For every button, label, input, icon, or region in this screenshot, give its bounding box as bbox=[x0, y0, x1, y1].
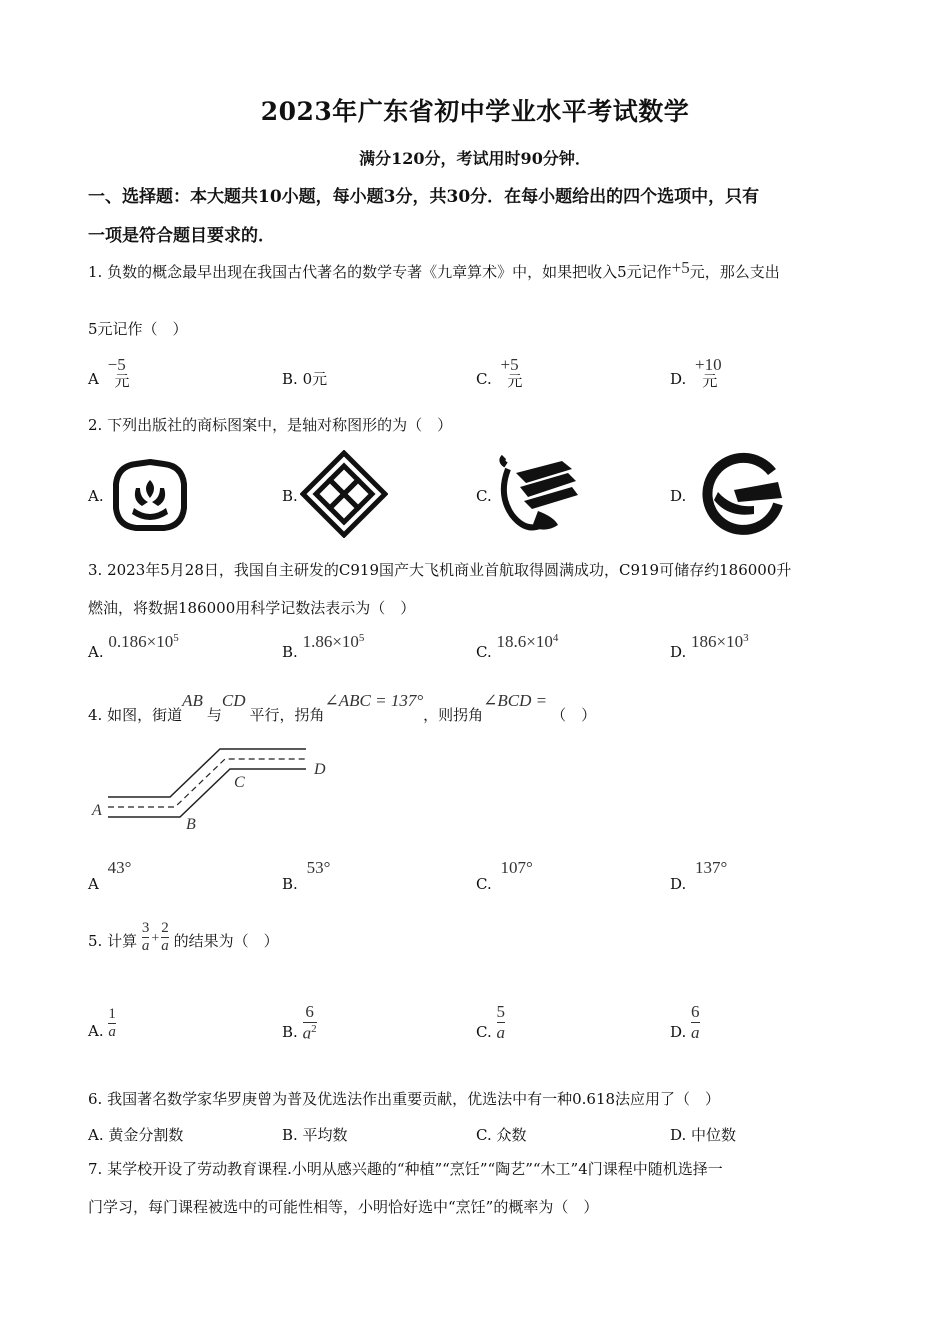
q5-suffix: 的结果为（ ） bbox=[173, 931, 279, 950]
option-unit: 元 bbox=[114, 372, 130, 390]
q6-option-d[interactable]: D. 中位数 bbox=[670, 1126, 737, 1144]
q1-option-b[interactable] bbox=[282, 368, 327, 389]
q4-prefix: 4. 如图，街道 bbox=[88, 706, 183, 724]
q2-option-c-letter[interactable]: C. bbox=[476, 487, 492, 505]
option-value: 0元 bbox=[302, 370, 328, 388]
q4-option-c[interactable] bbox=[476, 858, 533, 893]
option-letter: A. bbox=[88, 643, 104, 661]
option-letter: C. bbox=[476, 643, 492, 661]
q4-option-a[interactable] bbox=[88, 858, 132, 893]
q4-with: 与 bbox=[206, 706, 222, 724]
street-diagram bbox=[88, 745, 338, 835]
q5-fraction-2: $\frac{2}{a}$ bbox=[161, 920, 169, 954]
label-d: D bbox=[314, 761, 326, 778]
q3-option-d[interactable] bbox=[670, 632, 749, 661]
q1-option-c[interactable] bbox=[476, 354, 534, 390]
option-value: 43° bbox=[107, 858, 132, 877]
q5-plus: + bbox=[151, 930, 160, 946]
option-value: 137° bbox=[695, 858, 728, 877]
q4-then: ，则拐角 bbox=[423, 706, 484, 724]
q5-option-c[interactable] bbox=[476, 1002, 505, 1043]
q5-prefix: 5. 计算 bbox=[88, 931, 138, 950]
q2-option-a-letter[interactable]: A. bbox=[88, 487, 104, 505]
publisher-logo-a-icon bbox=[112, 458, 188, 534]
option-letter: B. bbox=[282, 875, 298, 893]
option-exponent: 5 bbox=[358, 632, 365, 644]
option-exponent: 3 bbox=[743, 632, 749, 644]
option-letter: D. bbox=[670, 1022, 687, 1041]
option-fraction: $\frac{6}{a}$ bbox=[691, 1002, 700, 1042]
option-unit: 元 bbox=[702, 372, 718, 390]
option-value: +5 bbox=[500, 355, 519, 374]
q1-text-b: 元，那么支出 bbox=[689, 263, 780, 281]
q1-text-a: 1. 负数的概念最早出现在我国古代著名的数学专著《九章算术》中，如果把收入5元记作 bbox=[88, 263, 672, 281]
option-base: 186×10 bbox=[691, 632, 744, 651]
option-letter: B. bbox=[282, 370, 298, 388]
q4-angle-abc: ∠ABC = 137° bbox=[324, 691, 424, 710]
label-b: B bbox=[186, 816, 196, 833]
q5-option-d[interactable] bbox=[670, 1002, 700, 1043]
q6-option-a[interactable]: A. 黄金分割数 bbox=[88, 1126, 184, 1144]
option-letter: A bbox=[88, 370, 99, 388]
q5-stem bbox=[88, 920, 279, 955]
q7-stem-line1: 7. 某学校开设了劳动教育课程.小明从感兴趣的“种植”“烹饪”“陶艺”“木工”4门课程中随机选择一 bbox=[88, 1160, 723, 1178]
q7-stem-line2: 门学习，每门课程被选中的可能性相等，小明恰好选中“烹饪”的概率为（ ） bbox=[88, 1198, 599, 1216]
q4-option-b[interactable] bbox=[282, 858, 331, 893]
q1-option-d[interactable] bbox=[670, 354, 737, 390]
publisher-logo-d-icon bbox=[698, 452, 786, 536]
option-letter: D. bbox=[670, 643, 687, 661]
q2-option-d-letter[interactable]: D. bbox=[670, 487, 687, 505]
option-base: 18.6×10 bbox=[496, 632, 553, 651]
option-letter: D. bbox=[670, 370, 687, 388]
q4-option-d[interactable] bbox=[670, 858, 728, 893]
q1-stem-cont: 5元记作（ ） bbox=[88, 320, 188, 338]
q4-angle-bcd: ∠BCD = bbox=[483, 691, 548, 710]
option-fraction: $\frac{1}{a}$ bbox=[108, 1006, 116, 1040]
option-unit: 元 bbox=[507, 372, 523, 390]
option-letter: A bbox=[88, 875, 99, 893]
q6-stem: 6. 我国著名数学家华罗庚曾为普及优选法作出重要贡献，优选法中有一种0.618法应用了（ ） bbox=[88, 1090, 721, 1108]
q5-option-a[interactable] bbox=[88, 1006, 116, 1041]
option-value: 53° bbox=[306, 858, 331, 877]
q3-option-a[interactable] bbox=[88, 632, 179, 661]
q5-option-b[interactable] bbox=[282, 1002, 317, 1044]
option-fraction: $\frac{6}{a^2}$ bbox=[302, 1002, 317, 1043]
label-c: C bbox=[234, 774, 245, 791]
option-value: +10 bbox=[695, 355, 722, 374]
q4-cd: CD bbox=[221, 691, 246, 710]
q1-inline-value: +5 bbox=[671, 258, 690, 277]
q5-fraction-1: $\frac{3}{a}$ bbox=[141, 920, 150, 954]
q2-stem: 2. 下列出版社的商标图案中，是轴对称图形的为（ ） bbox=[88, 416, 453, 434]
q4-stem bbox=[88, 690, 597, 724]
option-exponent: 5 bbox=[173, 632, 179, 644]
option-letter: B. bbox=[282, 643, 298, 661]
page-title: 2023年广东省初中学业水平考试数学 bbox=[260, 97, 690, 126]
q3-option-c[interactable] bbox=[476, 632, 559, 661]
q3-option-b[interactable] bbox=[282, 632, 365, 661]
option-letter: B. bbox=[282, 1022, 298, 1041]
label-a: A bbox=[92, 802, 102, 819]
q3-stem-line1: 3. 2023年5月28日，我国自主研发的C919国产大飞机商业首航取得圆满成功，C919可储存约186000升 bbox=[88, 561, 792, 579]
q2-option-b-letter[interactable]: B. bbox=[282, 487, 298, 505]
section-heading-line2: 一项是符合题目要求的． bbox=[88, 226, 275, 246]
q1-stem bbox=[88, 258, 780, 282]
q4-ab: AB bbox=[182, 691, 203, 710]
option-letter: A. bbox=[88, 1021, 104, 1040]
page-subtitle: 满分120分，考试用时90分钟． bbox=[359, 149, 591, 168]
option-base: 0.186×10 bbox=[108, 632, 174, 651]
option-letter: D. bbox=[670, 875, 687, 893]
section-heading-line1: 一、选择题：本大题共10小题，每小题3分，共30分．在每小题给出的四个选项中，只有 bbox=[88, 187, 760, 207]
q4-parallel: 平行，拐角 bbox=[249, 706, 325, 724]
option-letter: C. bbox=[476, 875, 492, 893]
option-value: 107° bbox=[500, 858, 533, 877]
option-fraction: $\frac{5}{a}$ bbox=[496, 1002, 505, 1042]
q6-option-c[interactable]: C. 众数 bbox=[476, 1126, 527, 1144]
q4-paren: （ ） bbox=[551, 706, 597, 724]
publisher-logo-c-icon bbox=[498, 455, 582, 535]
option-value: −5 bbox=[107, 355, 126, 374]
q6-option-b[interactable]: B. 平均数 bbox=[282, 1126, 348, 1144]
publisher-logo-b-icon bbox=[300, 450, 388, 538]
q3-stem-line2: 燃油，将数据186000用科学记数法表示为（ ） bbox=[88, 599, 416, 617]
option-base: 1.86×10 bbox=[302, 632, 359, 651]
option-letter: C. bbox=[476, 1022, 492, 1041]
option-letter: C. bbox=[476, 370, 492, 388]
q1-option-a[interactable] bbox=[88, 354, 142, 390]
option-exponent: 4 bbox=[552, 632, 559, 644]
